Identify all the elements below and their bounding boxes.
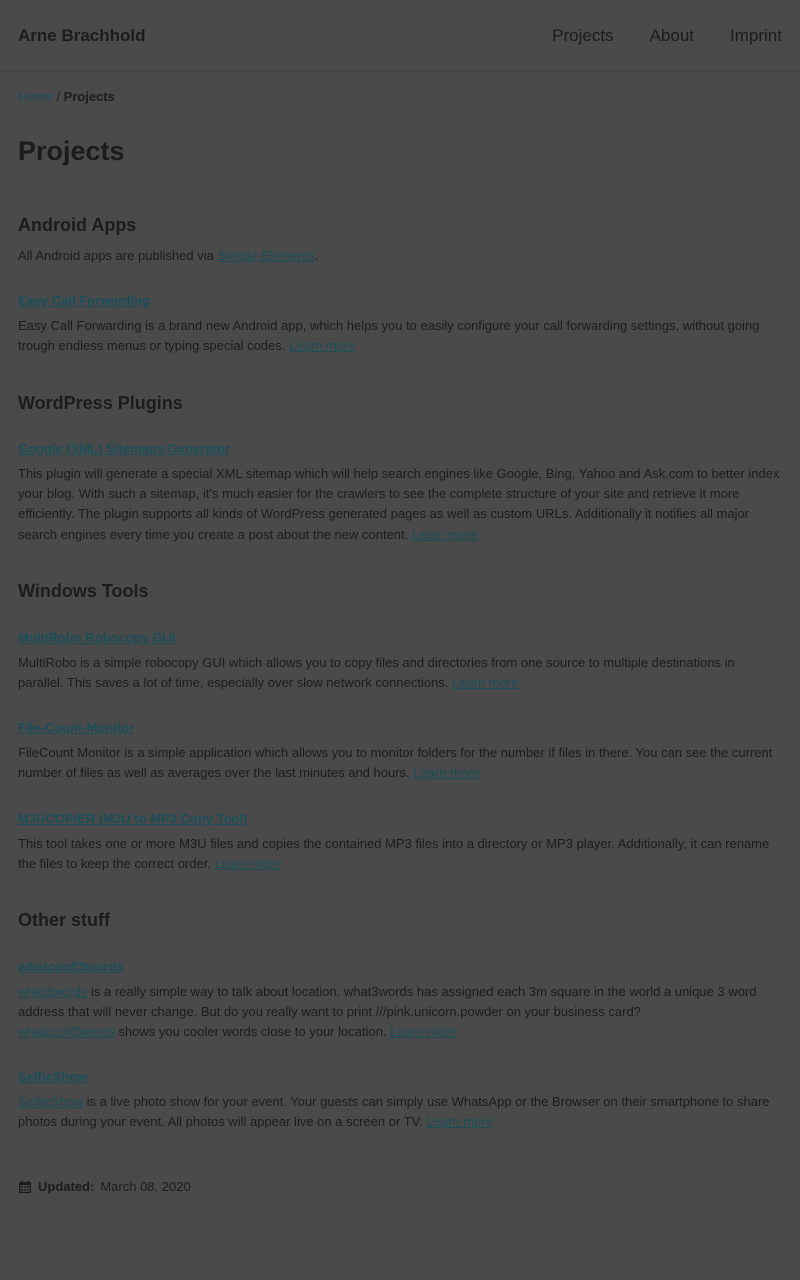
breadcrumb-separator: / [56,89,60,104]
link-part: what [18,1024,46,1040]
android-intro-suffix: . [315,248,319,263]
breadcrumb-home[interactable]: Home [18,89,53,104]
title-part: what [18,959,48,974]
title-emphasis: cool [47,959,75,974]
project-desc-text: shows you cooler words close to your location. [114,1024,387,1040]
project-title-file-count-monitor[interactable]: File-Count-Monitor [18,720,135,735]
learn-more-link[interactable]: Learn more [289,338,356,354]
learn-more-link[interactable]: Learn more [214,856,282,872]
breadcrumb-current: Projects [63,89,115,104]
project-desc-multirobo [18,653,780,693]
link-part: /3words [69,1024,115,1040]
updated-info [18,1179,191,1194]
project-desc-text: This plugin will generate a special XML sitemap which will help search engines like Google, Bing, Yahoo and Ask.com to better index your blog. With such a sitemap, it's much easier for the crawlers to see the complete structure of your site and retrieve it more efficiently. The plugin supports all kinds of WordPress generated pages as well as custom URLs. Additionally it notifies all major search engines every time you create a post about the new content. [18,466,780,542]
site-header [0,0,800,72]
calendar-icon [18,1180,32,1194]
section-heading-windows: Windows Tools [18,581,149,601]
title-part: /3words [74,959,124,974]
selfieshow-link[interactable]: SelfieShow [18,1094,84,1109]
project-desc-selfieshow [18,1092,780,1132]
updated-label: Updated: [38,1179,95,1194]
project-title-whatcool3words[interactable] [18,959,123,974]
project-desc-text: is a live photo show for your event. Your guests can simply use WhatsApp or the Browser on their smartphone to share photos during your event. All photos will appear live on a screen or TV. [18,1094,770,1130]
project-title-sitemaps-generator[interactable]: Google (XML) Sitemaps Generator [18,441,230,456]
project-desc-text: Easy Call Forwarding is a brand new Android app, which helps you to easily configure your call forwarding settings, without going trough endless menus or typing special codes. [18,318,760,354]
what3words-link[interactable]: what3words [18,984,88,999]
project-desc-text: This tool takes one or more M3U files and copies the contained MP3 files into a directory or MP3 player. Additionally, it can rename the files to keep the correct order. [18,836,770,872]
learn-more-link[interactable]: Learn more [413,765,480,781]
project-desc-file-count-monitor [18,743,780,783]
nav-about[interactable]: About [649,25,695,45]
project-desc-sitemaps-generator [18,464,780,545]
project-desc-m3ucopier [18,834,780,874]
simple-elements-link[interactable]: Simple Elements [217,248,316,263]
project-desc-whatcool3words [18,982,780,1043]
learn-more-link[interactable]: Learn more [452,675,519,691]
android-intro-text: All Android apps are published via [18,248,218,263]
section-heading-other: Other stuff [18,910,110,930]
learn-more-link[interactable]: Learn more [390,1024,457,1040]
learn-more-link[interactable]: Learn more [426,1114,493,1130]
project-desc-easy-call-forwarding [18,316,780,356]
section-heading-wordpress: WordPress Plugins [18,393,183,413]
page-title: Projects [18,136,125,166]
project-title-easy-call-forwarding[interactable]: Easy Call Forwarding [18,293,151,308]
project-title-multirobo[interactable]: MultiRobo Robocopy GUI [18,630,176,645]
project-desc-text: FileCount Monitor is a simple application which allows you to monitor folders for the number if files in there. You can see the current number of files as well as averages over the last minutes and hours. [18,745,773,781]
android-intro [18,246,780,266]
link-emphasis: cool [45,1024,70,1040]
whatcool3words-link[interactable] [18,1024,115,1039]
nav-projects[interactable]: Projects [552,25,614,45]
learn-more-link[interactable]: Learn more [411,526,479,542]
updated-date: March 08, 2020 [100,1179,191,1194]
project-desc-text: MultiRobo is a simple robocopy GUI which allows you to copy files and directories from one source to multiple destinations in parallel. This saves a lot of time, especially over slow network connections. [18,655,735,691]
nav-imprint[interactable]: Imprint [730,25,782,45]
breadcrumb [18,89,115,104]
project-desc-text: is a really simple way to talk about location. what3words has assigned each 3m square in the world a unique 3 word address that will never change. But do you really want to print ///pink.unicorn.powder on your business card? [18,984,757,1020]
section-heading-android: Android Apps [18,215,137,235]
project-title-m3ucopier[interactable]: M3UCOPiER (M3U to MP3 Copy Tool) [18,811,248,826]
main-nav [516,26,782,46]
project-title-selfieshow[interactable]: SelfieShow [18,1069,88,1084]
site-brand[interactable]: Arne Brachhold [18,25,146,45]
